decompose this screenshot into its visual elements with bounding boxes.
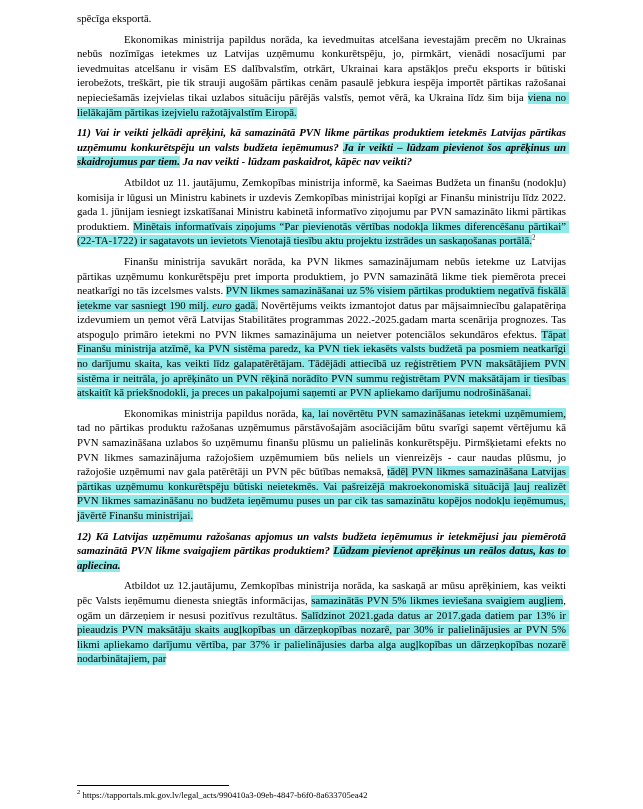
text-run: Finanšu ministrija savukārt norāda, ka PVN likmes samazinājumam nebūs ietekme uz Latvijas pārtikas uzņēmumu konkurētspēju pret importa produktiem, jo PVN samazinātā likme tiek piemērota precei neatkarīgi no tās izcelsmes valsts. xyxy=(77,255,569,298)
highlighted-text-run: Tāpat Finanšu ministrija atzīmē, ka PVN sistēma paredz, ka PVN tiek iekasēts valsts budžetā pa posmiem neatkarīgi no darījumu skaita, kas veikti līdz galapatērētājam. Tādējādi attiecībā uz reģistrētiem PVN maksātājiem PVN sistēma ir neitrāla, jo aprēķināto un PVN rēķinā norādīto PVN summu reģistrētam PVN maksātājam ir tiesības atskaitīt kā priekšnodokli, ja preces un pakalpojumi saņemti ar PVN apliekamo darījumu nodrošināšanai. xyxy=(77,328,569,400)
highlighted-text-run: gadā. xyxy=(231,299,258,312)
paragraph-ekonomikas-ievedmuita xyxy=(77,33,569,121)
text-run: 11) Vai ir veikti jelkādi aprēķini, kā samazinātā PVN likme pārtikas produktiem ietekmēs Latvijas pārtikas uzņēmumu konkurētspēju un valsts budžeta ieņēmumus? xyxy=(77,127,569,154)
footnote xyxy=(77,790,566,801)
highlighted-text-run: Salīdzinot 2021.gada datus ar 2017.gada datiem par 13% ir pieaudzis PVN maksātāju skaits augļkopības un dārzeņkopības nozarē, par 30% ir palielinājusies ar PVN 5% likmi apliekamo darījumu vērtība, par 37% ir palielinājusies darba alga augļkopības un dārzeņkopības nozarē nodarbinātajiem, par xyxy=(77,609,569,666)
text-run: 12) Kā Latvijas uzņēmumu ražošanas apjomus un valsts budžeta ieņēmumus ir ietekmējusi jau piemērotā samazinātā PVN likme svaigajiem pārtikas produktiem? xyxy=(77,530,569,558)
paragraph-ekonomikas-pvn xyxy=(77,407,569,524)
text-run: Ja nav veikti - lūdzam paskaidrot, kāpēc nav veikti? xyxy=(179,156,413,169)
highlighted-text-run: samazinātās PVN 5% likmes ieviešana svaigiem augļiem xyxy=(311,594,564,607)
footnote-url: https://tapportals.mk.gov.lv/legal_acts/990410a3-09eb-4847-b6f0-8a633705ea42 xyxy=(82,790,368,800)
footnote-area xyxy=(77,785,566,801)
text-run: Atbildot uz 11. jautājumu, Zemkopības ministrija informē, ka Saeimas Budžeta un finanšu (nodokļu) komisija ir lūgusi un Ministru kabinets ir uzdevis Zemkopības ministrijai kopīgi ar Finanšu ministriju līdz 2022. gada 1. jūnijam iesniegt izskatīšanai Ministru kabinetā informatīvo ziņojumu par PVN samazināto likmi pārtikas produktiem. xyxy=(77,176,569,233)
question-11 xyxy=(77,126,569,170)
highlighted-text-run: tādēļ PVN likmes samazināšana Latvijas pārtikas uzņēmumu konkurētspēju būtiski neietekmēs. Vai pašreizējā makroekonomiskā situācijā ļauj realizēt PVN likmes samazināšanu no budžeta ieņēmumu puses un par cik tas samazinātu kopējos nodokļu ieņēmumus, jāvērtē Finanšu ministrijai. xyxy=(77,466,569,522)
highlighted-text-run: PVN likmes samazināšanai uz 5% visiem pārtikas produktiem negatīvā fiskālā ietekme var sasniegt 190 milj. xyxy=(77,285,569,312)
footnote-separator-rule xyxy=(77,785,229,786)
footnote-reference: 2 xyxy=(531,233,536,242)
text-run: tad no pārtikas produktu ražošanas uzņēmumus pārstāvošajām asociācijām būtu svarīgi saņemt vērtējumu kā PVN samazināšana uzlabos šo uzņēmumu finanšu plūsmu un palielinās konkurētspēju. Pirmšķietami efekts no PVN likmes samazinājuma ražojošiem uzņēmumiem būs neliels un vienreizējs - caur naudas plūsmu, jo ražojošie uzņēmumi nav gala patērētāji un PVN pēc būtības nemaksā, xyxy=(77,407,569,479)
text-run: Atbildot uz 12.jautājumu, Zemkopības ministrija norāda, ka saskaņā ar mūsu aprēķiniem, kas veikti pēc Valsts ieņēmumu dienesta sniegtās informācijas, xyxy=(77,580,569,607)
text-run: Novērtējums veikts izmantojot datus par mājsaimniecību galapatēriņa izdevumiem un ņemot vērā Latvijas Stabilitātes programmas 2022.-2025.gadam marta scenārija prognozes. Tas atspoguļo primāro ietekmi no PVN likmes samazinājuma un neietver potenciālos sekundāros efektus. xyxy=(77,299,569,341)
paragraph-continuation xyxy=(77,12,566,27)
text-run: Ekonomikas ministrija papildus norāda, xyxy=(124,407,302,420)
highlighted-text-run: Lūdzam pievienot aprēķinus un reālos datus, kas to apliecina. xyxy=(77,545,569,572)
highlighted-text-run: Ja ir veikti – lūdzam pievienot šos aprēķinus un skaidrojumus par tiem. xyxy=(77,141,569,169)
answer-12 xyxy=(77,579,569,667)
highlighted-text-run: euro xyxy=(212,299,232,312)
answer-11 xyxy=(77,176,569,249)
footnote-marker: 2 xyxy=(77,789,81,797)
question-12 xyxy=(77,530,569,574)
highlighted-text-run: ka, lai novērtētu PVN samazināšanas ietekmi uzņēmumiem, xyxy=(301,407,567,420)
text-run: Ekonomikas ministrija papildus norāda, ka ievedmuitas atcelšana ievestajām precēm no Ukrainas nebūs nozīmīgas ietekmes uz Latvijas uzņēmumu konkurētspēju, jo, pirmkārt, vienādi nosacījumi par ievedmuitas atcelšanu ir visām ES dalībvalstīm, otrkārt, Ukrainai kara apstākļos preču eksports ir būtiski ierobežots, treškārt, pie tik strauji augošām pārtikas cenām pasaulē jebkura iespēja importēt pārtikas ražošanai nepieciešamās izejvielas tikai uzlabos situāciju pārējās valstīs, ņemot vērā, ka Ukraina līdz šim bija xyxy=(77,33,569,104)
paragraph-finansu-ministrija xyxy=(77,255,569,401)
text-run: spēcīga eksportā. xyxy=(77,13,152,25)
highlighted-text-run: Minētais informatīvais ziņojums “Par pievienotās vērtības nodokļa likmes diferencēšanu pārtikai” (22-TA-1722) ir sagatavots un ievietots Vienotajā tiesību aktu projektu izstrādes un saskaņošanas portālā. xyxy=(77,220,569,248)
document-body xyxy=(77,12,569,667)
highlighted-text-run: viena no lielākajām pārtikas izejvielu ražotājvalstīm Eiropā. xyxy=(77,91,569,119)
text-run: , ogām un dārzeņiem ir nesusi pozitīvus rezultātus. xyxy=(77,594,569,622)
